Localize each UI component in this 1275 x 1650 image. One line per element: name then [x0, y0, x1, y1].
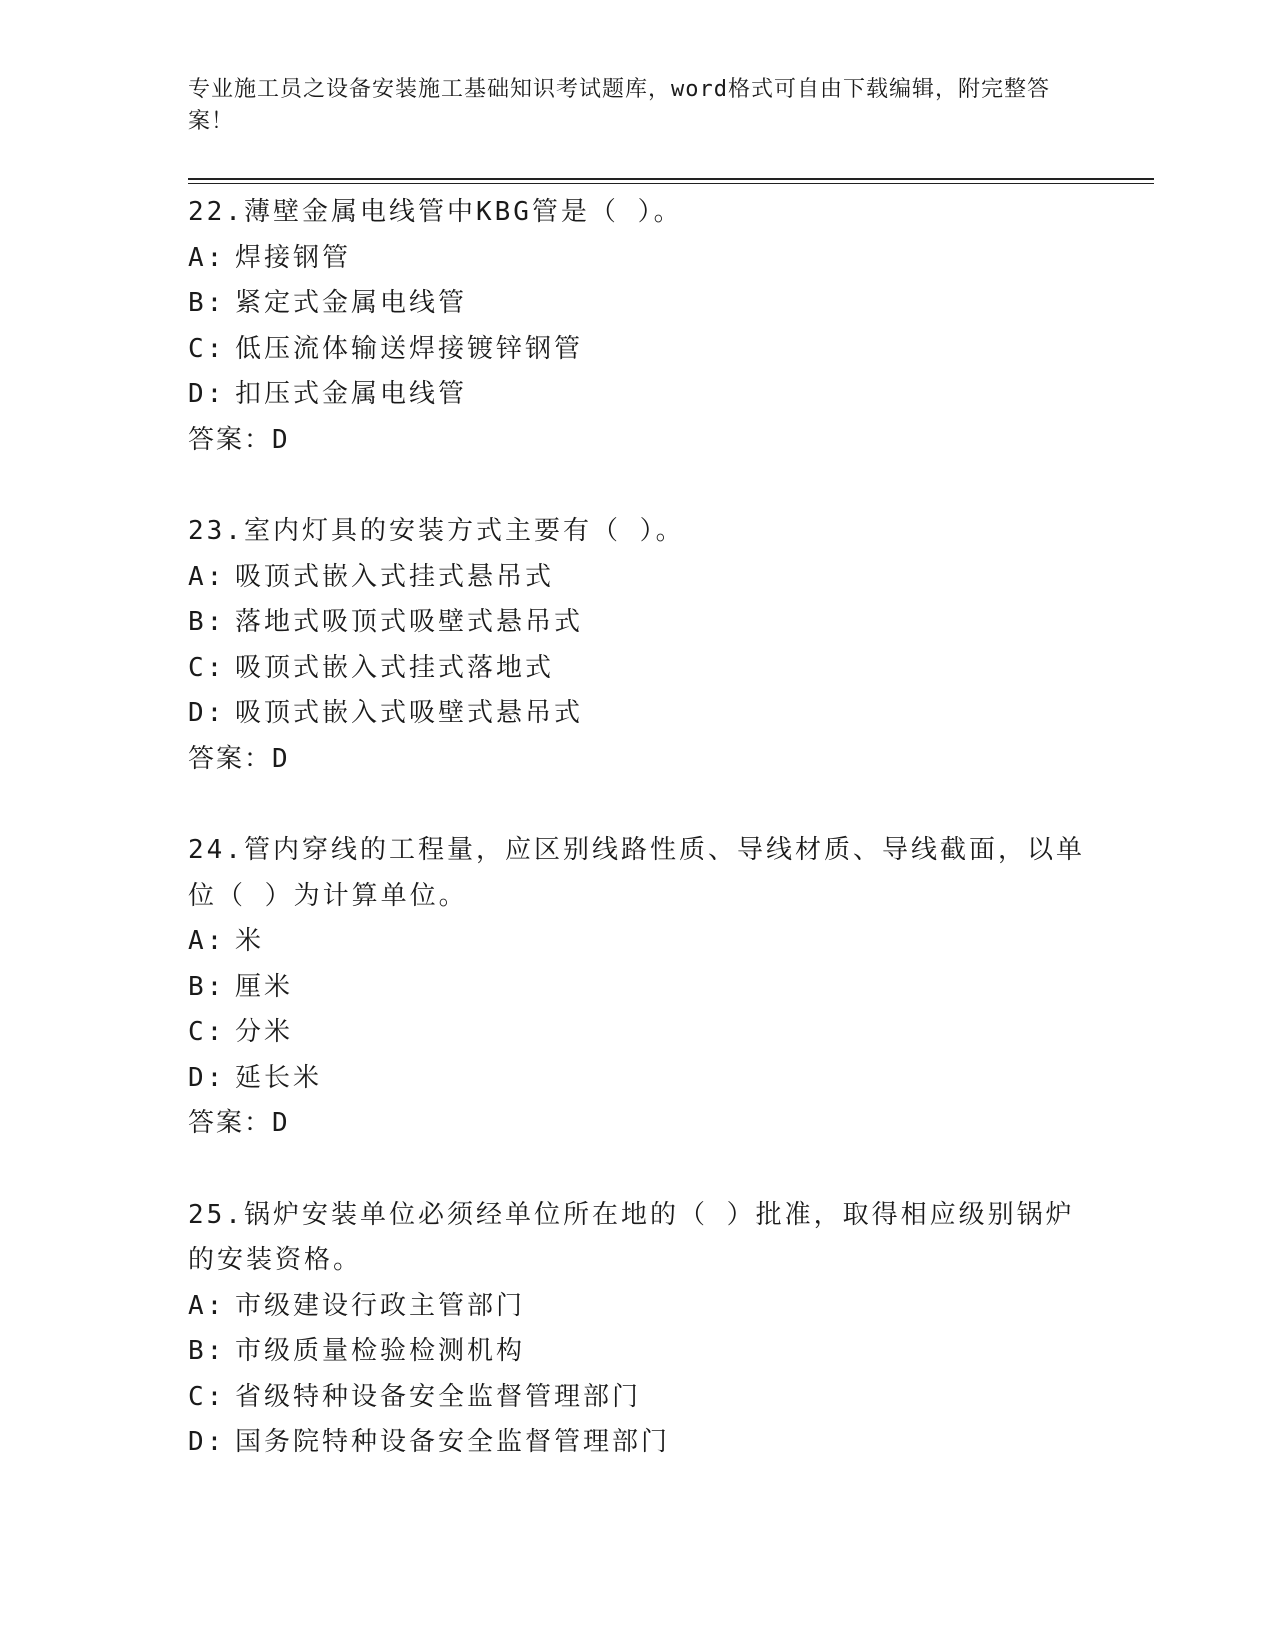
- question-stem: 22.薄壁金属电线管中KBG管是（ ）。: [188, 197, 683, 227]
- option-letter: A:: [188, 926, 226, 956]
- option-letter: B:: [188, 971, 226, 1002]
- option-text: 紧定式金属电线管: [234, 288, 467, 318]
- question-23: [188, 509, 1088, 782]
- option-a: [188, 236, 1088, 282]
- question-stem: 24.管内穿线的工程量，应区别线路性质、导线材质、导线截面，以单位（ ）为计算单位。: [188, 835, 1085, 911]
- option-text: 扣压式金属电线管: [234, 379, 467, 409]
- option-text: 厘米: [234, 971, 293, 1002]
- question-list: [188, 190, 1088, 1512]
- option-letter: C:: [188, 1017, 226, 1047]
- option-letter: A:: [188, 1290, 226, 1321]
- answer-line: 答案：D: [188, 1108, 290, 1138]
- option-b: [188, 600, 1088, 646]
- option-c: [188, 646, 1088, 692]
- option-letter: C:: [188, 652, 226, 683]
- option-c: [188, 1010, 1088, 1056]
- option-b: [188, 965, 1088, 1011]
- option-c: [188, 327, 1088, 373]
- option-a: [188, 1284, 1088, 1330]
- document-header: 专业施工员之设备安装施工基础知识考试题库，word格式可自由下载编辑，附完整答案！: [188, 77, 1050, 134]
- option-letter: C:: [188, 333, 226, 364]
- option-c: [188, 1375, 1088, 1421]
- option-text: 市级建设行政主管部门: [234, 1290, 525, 1321]
- option-text: 落地式吸顶式吸壁式悬吊式: [234, 607, 583, 637]
- option-d: [188, 1056, 1088, 1102]
- header-divider-thin: [188, 183, 1154, 184]
- answer-line: 答案：D: [188, 424, 290, 455]
- option-letter: B:: [188, 288, 226, 318]
- question-25: [188, 1193, 1088, 1466]
- option-letter: D:: [188, 698, 226, 728]
- option-d: [188, 1420, 1088, 1466]
- option-letter: C:: [188, 1381, 226, 1412]
- option-letter: D:: [188, 379, 226, 409]
- question-24: [188, 828, 1088, 1147]
- option-a: [188, 555, 1088, 601]
- option-text: 吸顶式嵌入式挂式悬吊式: [234, 561, 554, 592]
- option-text: 焊接钢管: [234, 242, 351, 273]
- option-text: 米: [234, 926, 264, 956]
- option-letter: A:: [188, 561, 226, 592]
- option-letter: D:: [188, 1062, 226, 1093]
- question-stem: 25.锅炉安装单位必须经单位所在地的（ ）批准，取得相应级别锅炉的安装资格。: [188, 1199, 1075, 1275]
- option-text: 分米: [234, 1017, 293, 1047]
- option-b: [188, 1329, 1088, 1375]
- option-text: 低压流体输送焊接镀锌钢管: [234, 333, 583, 364]
- option-a: [188, 919, 1088, 965]
- option-letter: B:: [188, 607, 226, 637]
- option-d: [188, 691, 1088, 737]
- option-letter: D:: [188, 1427, 226, 1457]
- option-letter: B:: [188, 1336, 226, 1366]
- option-d: [188, 372, 1088, 418]
- header-divider-thick: [188, 178, 1154, 180]
- question-22: [188, 190, 1088, 463]
- option-text: 市级质量检验检测机构: [234, 1336, 525, 1366]
- answer-line: 答案：D: [188, 743, 290, 774]
- option-text: 吸顶式嵌入式吸壁式悬吊式: [234, 698, 583, 728]
- option-text: 延长米: [234, 1062, 322, 1093]
- option-text: 吸顶式嵌入式挂式落地式: [234, 652, 554, 683]
- option-b: [188, 281, 1088, 327]
- option-letter: A:: [188, 242, 226, 273]
- option-text: 国务院特种设备安全监督管理部门: [234, 1427, 670, 1457]
- question-stem: 23.室内灯具的安装方式主要有（ ）。: [188, 516, 685, 546]
- option-text: 省级特种设备安全监督管理部门: [234, 1381, 641, 1412]
